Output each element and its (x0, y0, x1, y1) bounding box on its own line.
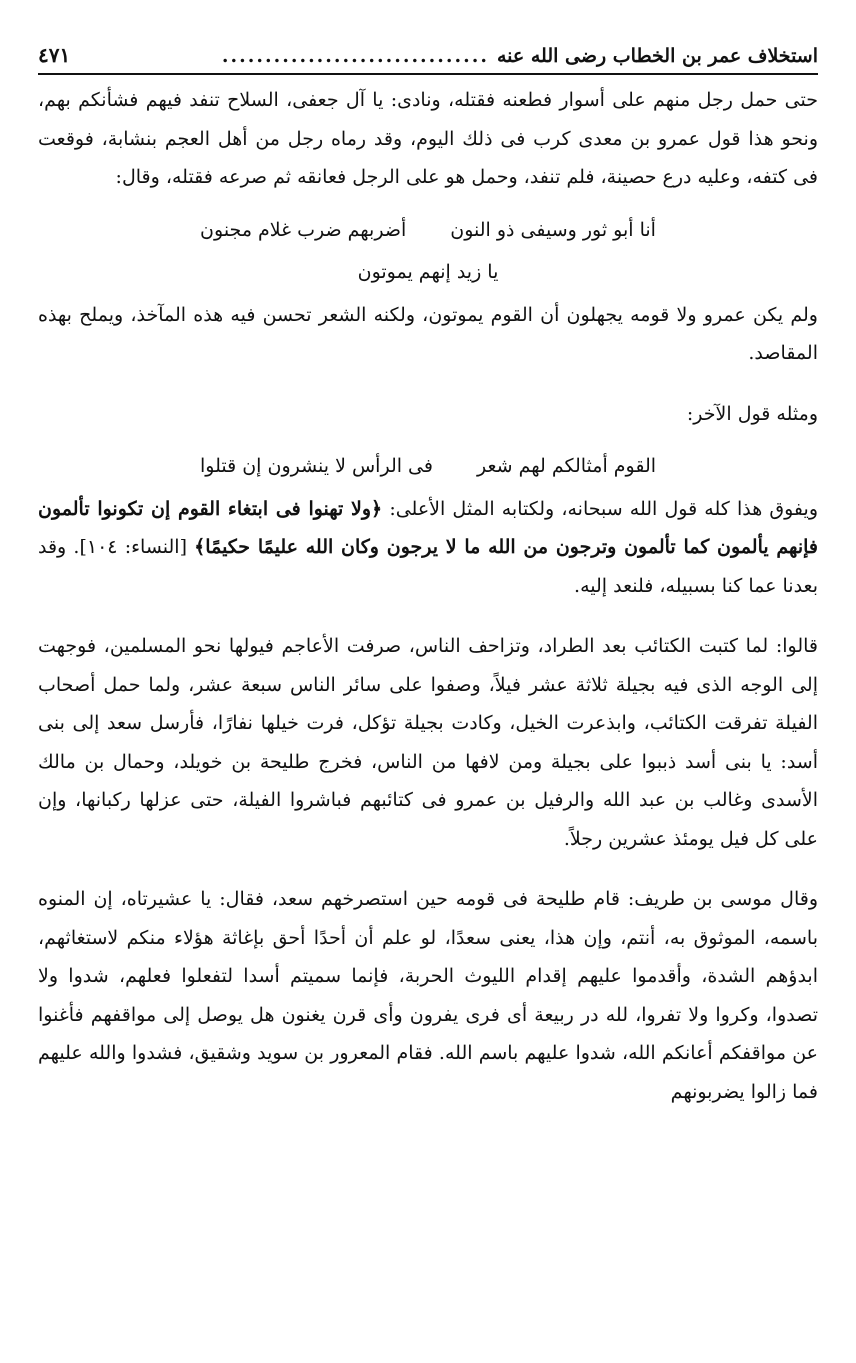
verse-1-first-hemistich: أنا أبو ثور وسيفى ذو النون (450, 218, 656, 241)
spacer (38, 858, 818, 880)
verse-3-first-hemistich: القوم أمثالكم لهم شعر (476, 455, 657, 477)
verse-line-3 (38, 447, 818, 486)
verse-3-second-hemistich: فى الرأس لا ينشرون إن قتلوا (199, 455, 433, 477)
page-header (38, 40, 818, 75)
verse-line-2 (38, 253, 818, 292)
verse-1-second-hemistich: أضربهم ضرب غلام مجنون (200, 218, 407, 241)
paragraph-5: قالوا: لما كتبت الكتائب بعد الطراد، وتزاحف الناس، صرفت الأعاجم فيولها نحو المسلمين، فوجهت إلى الوجه الذى فيه بجيلة ثلاثة عشر فيلاً، وصفوا على سائر الناس سبعة عشر، ولما حمل أصحاب الفيلة تفرقت الكتائب، وابذعرت الخيل، وكادت بجيلة تؤكل، فرت خيلها نفارًا، فأرسل سعد إلى بنى أسد: يا بنى أسد ذببوا على بجيلة ومن لافها من الناس، فخرج طليحة بن خويلد، وحمال بن مالك الأسدى وغالب بن عبد الله والرفيل بن عمرو فى كتائبهم فباشروا الفيلة، حتى عزلها ركبانها، وإن على كل فيل يومئذ عشرين رجلاً. (38, 635, 818, 850)
paragraph-4-intro: ويفوق هذا كله قول الله سبحانه، ولكتابه المثل الأعلى: (382, 497, 818, 520)
paragraph-6: وقال موسى بن طريف: قام طليحة فى قومه حين استصرخهم سعد، فقال: يا عشيرتاه، إن المنوه باسمه، الموثوق به، أنتم، وإن هذا، يعنى سعدًا، لو علم أن أحدًا أحق بإغاثة هؤلاء منكم لاستغاثهم، ابدؤهم الشدة، وأقدموا عليهم إقدام الليوث الحربة، فإنما سميتم أسدا لتفعلوا فعلهم، شدوا ولا تصدوا، وكروا ولا تفروا، لله در ربيعة أى فرى يفرون وأى قرن يغنون هل يوصل إلى مواقفهم فأغنوا عن مواقفكم أعانكم الله، شدوا عليهم باسم الله. فقام المعرور بن سويد وشقيق، فشدوا والله عليهم فما زالوا يضربونهم (38, 888, 818, 1103)
running-title: استخلاف عمر بن الخطاب رضى الله عنه (496, 45, 818, 67)
paragraph-3: ومثله قول الآخر: (686, 402, 818, 425)
page-number: ٤٧١ (38, 43, 71, 67)
paragraph-2: ولم يكن عمرو ولا قومه يجهلون أن القوم يموتون، ولكنه الشعر تحسن فيه هذه المآخذ، ويملح بهذه المقاصد. (38, 303, 818, 364)
verse-2-text: يا زيد إنهم يموتون (357, 261, 499, 283)
quran-quote: ﴿ولا تهنوا فى ابتغاء القوم إن تكونوا تألمون فإنهم يألمون كما تألمون وترجون من الله ما لا يرجون وكان الله عليمًا حكيمًا﴾ (38, 497, 818, 558)
header-leader-dots: ............................... (221, 45, 489, 67)
quran-reference: [النساء: ١٠٤]. وقد بعدنا عما كنا بسبيله، فلنعد إليه. (38, 536, 818, 597)
paragraph-4 (38, 490, 818, 606)
spacer (38, 605, 818, 627)
paragraph-1: حتى حمل رجل منهم على أسوار فطعنه فقتله، ونادى: يا آل جعفى، السلاح تنفد فيهم فشأنكم بهم، ونحو هذا قول عمرو بن معدى كرب فى ذلك اليوم، وقد رماه رجل من أهل العجم بنشابة، فوقعت فى كتفه، وعليه درع حصينة، فلم تنفد، وحمل هو على الرجل فعانقه ثم صرعه فقتله، وقال: (38, 89, 818, 188)
spacer (38, 373, 818, 395)
verse-line-1 (38, 211, 818, 250)
